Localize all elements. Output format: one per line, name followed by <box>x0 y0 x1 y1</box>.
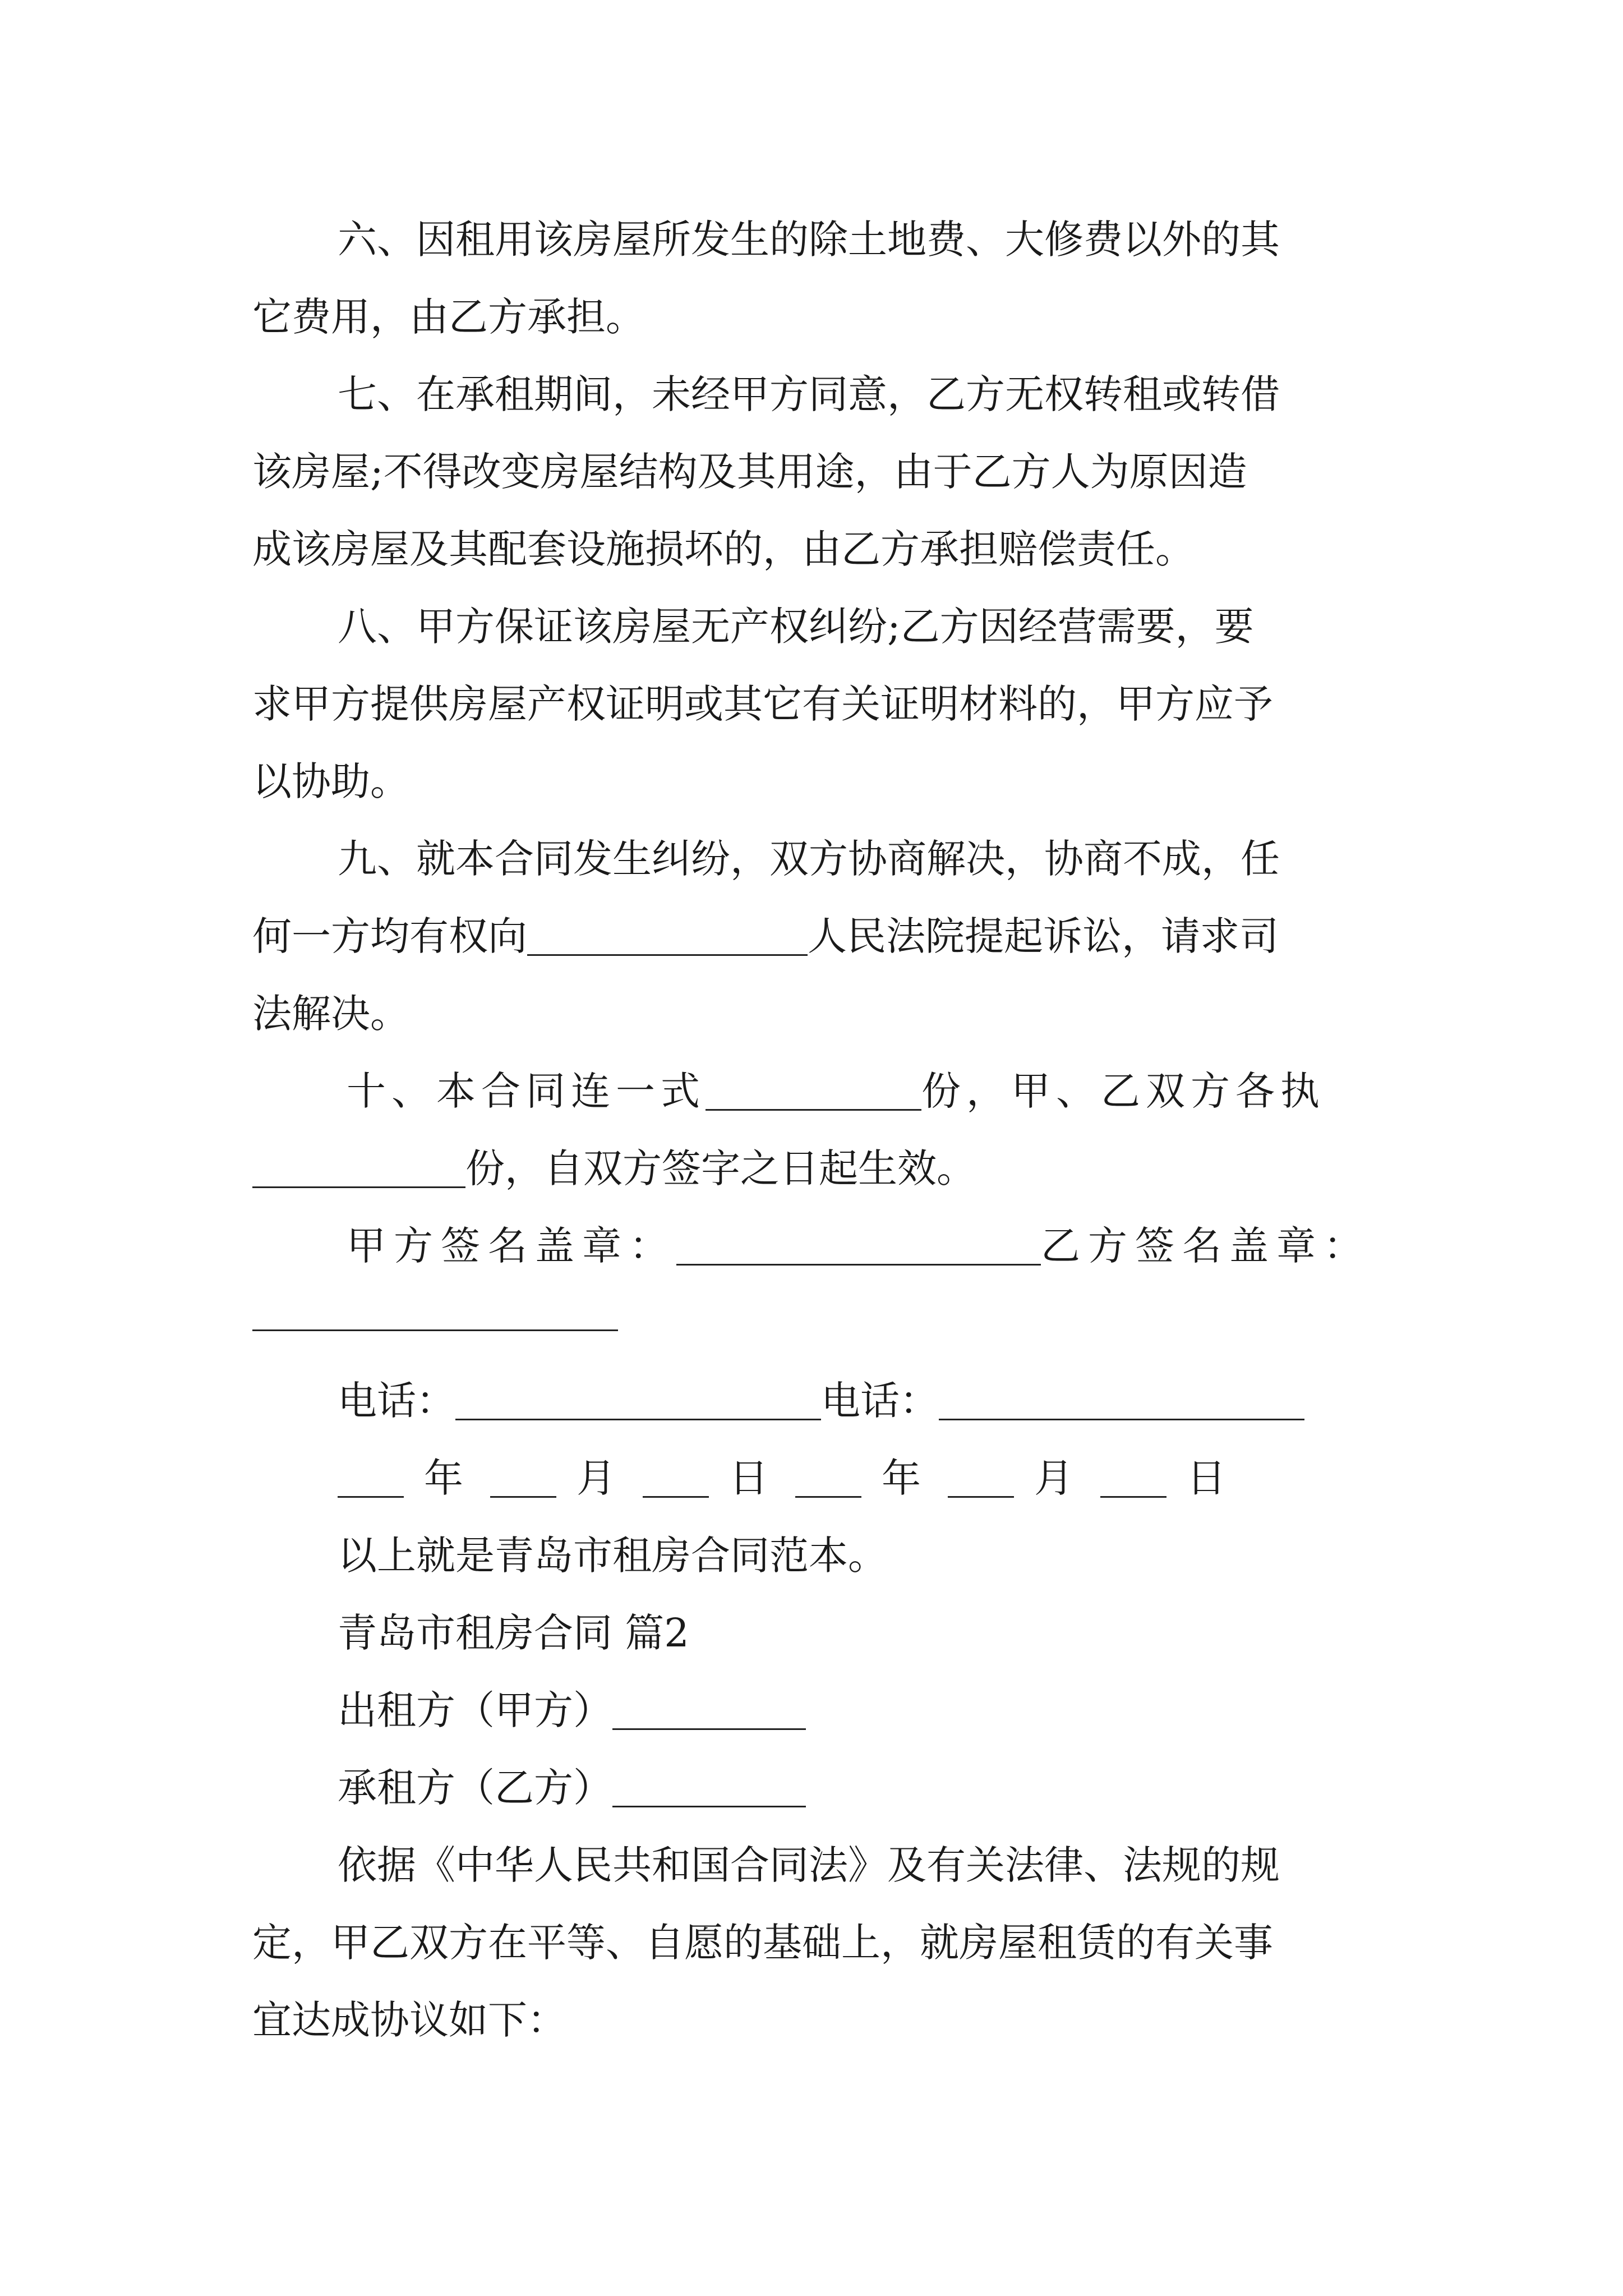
preamble-line-3: 宜达成协议如下： <box>252 1997 566 2043</box>
clause-8-line-2: 求甲方提供房屋产权证明或其它有关证明材料的，甲方应予 <box>252 681 1273 727</box>
party-b-year-label: 年 <box>882 1455 921 1501</box>
party-b-phone-label: 电话： <box>821 1378 939 1424</box>
party-a-month-blank <box>490 1461 556 1498</box>
party-a-signature-label: 甲方签名盖章： <box>347 1223 676 1269</box>
signature-line <box>347 1223 1371 1269</box>
lessee-line <box>338 1765 806 1811</box>
clause-9-line-2 <box>252 913 1279 959</box>
party-a-year-label: 年 <box>424 1455 463 1501</box>
lessor-label: 出租方（甲方） <box>338 1687 612 1733</box>
clause-7-line-2: 该房屋;不得改变房屋结构及其用途，由于乙方人为原因造 <box>252 449 1247 495</box>
lessor-blank <box>612 1694 806 1730</box>
party-b-signature-label: 乙方签名盖章： <box>1041 1223 1371 1269</box>
party-b-year-blank <box>795 1461 861 1498</box>
section-2-heading: 青岛市租房合同 篇2 <box>338 1610 689 1656</box>
party-b-month-label: 月 <box>1034 1455 1073 1501</box>
clause-7-line-3: 成该房屋及其配套设施损坏的，由乙方承担赔偿责任。 <box>252 526 1195 572</box>
party-a-phone-blank <box>455 1384 821 1420</box>
clause-6-line-1: 六、因租用该房屋所发生的除土地费、大修费以外的其 <box>338 217 1280 263</box>
party-b-day-label: 日 <box>1187 1455 1226 1501</box>
clause-10-line-1 <box>347 1068 1325 1114</box>
preamble-line-2: 定，甲乙双方在平等、自愿的基础上，就房屋租赁的有关事 <box>252 1920 1273 1966</box>
party-a-month-label: 月 <box>577 1455 616 1501</box>
clause-10-line-1-start: 十、本合同连一式 <box>347 1068 706 1114</box>
party-b-month-blank <box>948 1461 1014 1498</box>
date-line <box>338 1455 1226 1501</box>
party-a-day-blank <box>643 1461 709 1498</box>
lessee-blank <box>612 1771 806 1807</box>
lessor-line <box>338 1687 806 1733</box>
clause-10-line-1-end: 份，甲、乙双方各执 <box>921 1068 1325 1114</box>
party-b-signature-blank <box>252 1296 618 1331</box>
lessee-label: 承租方（乙方） <box>338 1765 612 1811</box>
clause-6-line-2: 它费用，由乙方承担。 <box>252 294 645 340</box>
clause-9-line-2-start: 何一方均有权向 <box>252 913 527 959</box>
party-a-phone-label: 电话： <box>338 1378 455 1424</box>
party-b-day-blank <box>1100 1461 1166 1498</box>
closing-text: 以上就是青岛市租房合同范本。 <box>338 1533 887 1579</box>
clause-9-line-1: 九、就本合同发生纠纷，双方协商解决，协商不成，任 <box>338 836 1280 882</box>
court-blank <box>527 919 808 956</box>
clause-8-line-1: 八、甲方保证该房屋无产权纠纷;乙方因经营需要，要 <box>338 604 1254 650</box>
preamble-line-1: 依据《中华人民共和国合同法》及有关法律、法规的规 <box>338 1842 1280 1888</box>
party-b-phone-blank <box>939 1384 1304 1420</box>
copies-total-blank <box>706 1074 921 1111</box>
party-a-year-blank <box>338 1461 404 1498</box>
clause-9-line-2-end: 人民法院提起诉讼，请求司 <box>808 913 1279 959</box>
party-a-day-label: 日 <box>729 1455 768 1501</box>
party-b-signature-line <box>252 1296 618 1331</box>
clause-7-line-1: 七、在承租期间，未经甲方同意，乙方无权转租或转借 <box>338 371 1280 417</box>
party-a-signature-blank <box>676 1229 1041 1266</box>
phone-line <box>338 1378 1304 1424</box>
clause-9-line-3: 法解决。 <box>252 991 409 1037</box>
copies-each-blank <box>252 1152 465 1188</box>
clause-10-line-2 <box>252 1145 976 1191</box>
clause-10-line-2-text: 份，自双方签字之日起生效。 <box>465 1145 976 1191</box>
clause-8-line-3: 以协助。 <box>252 758 409 804</box>
